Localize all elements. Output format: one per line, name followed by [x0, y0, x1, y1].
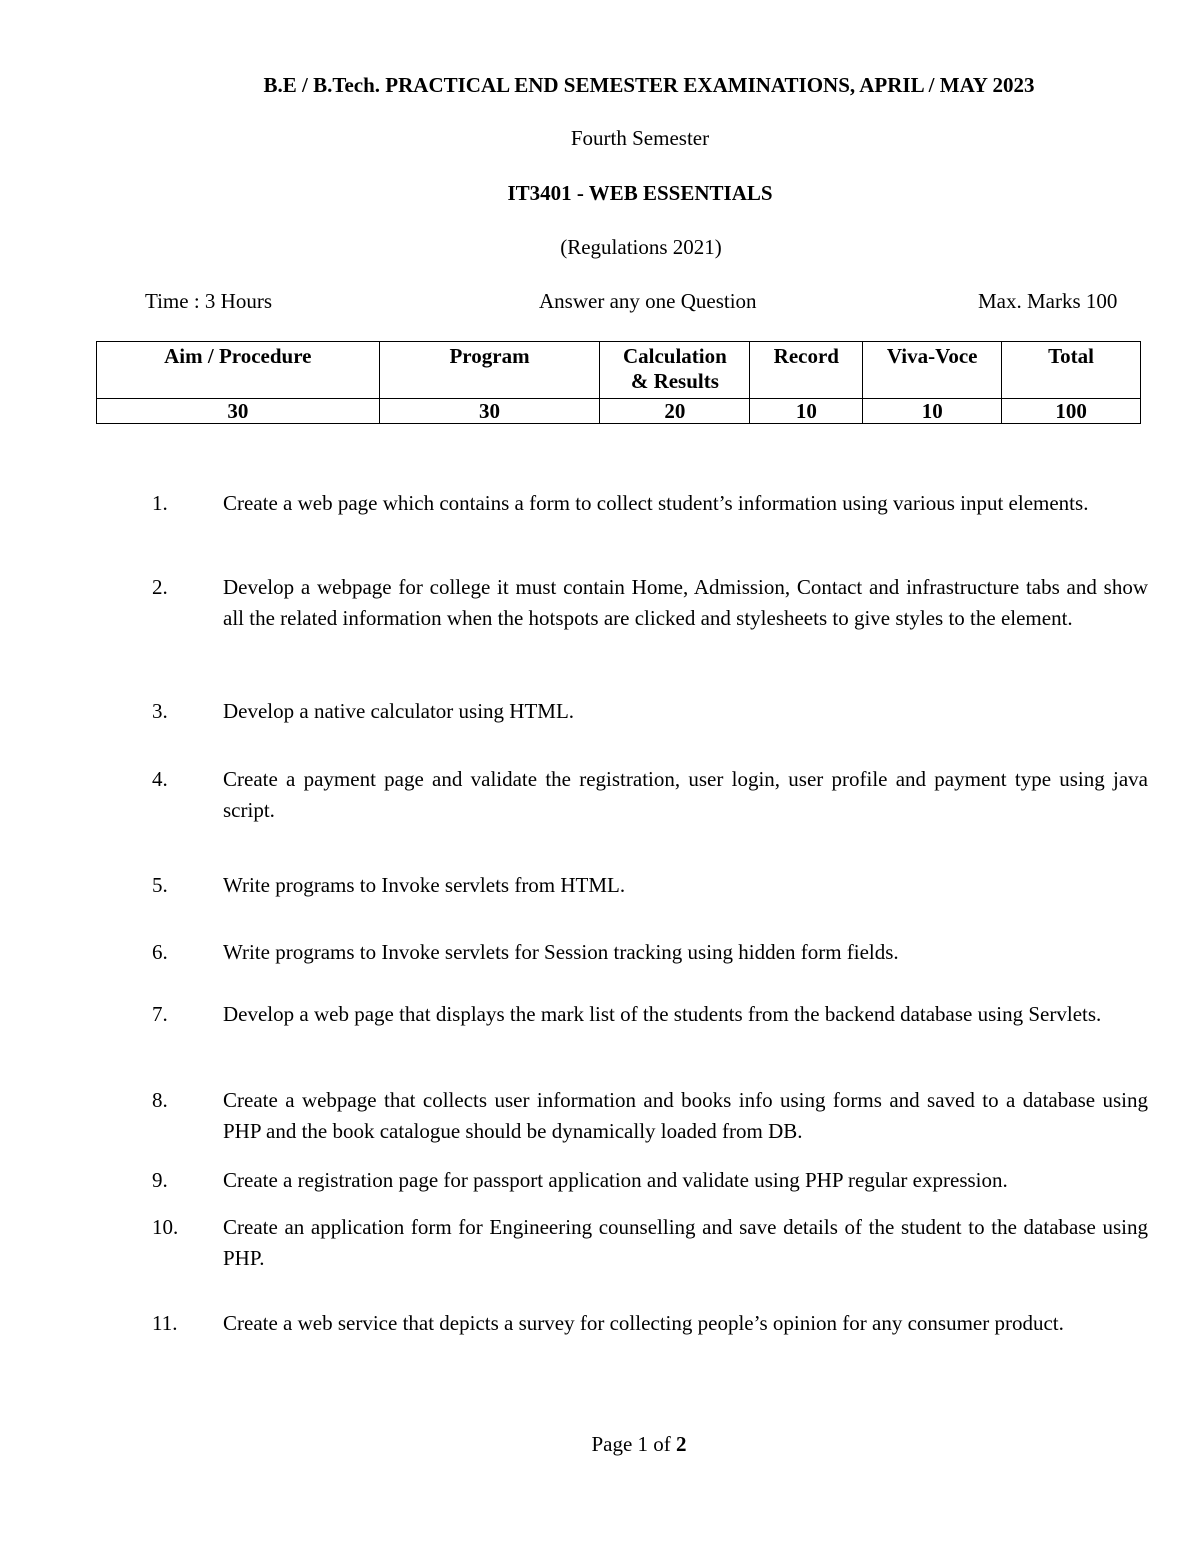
page-number-prefix: Page 1 of	[591, 1432, 677, 1456]
semester-label: Fourth Semester	[570, 126, 710, 150]
question-number: 9.	[152, 1168, 168, 1192]
course-title: IT3401 - WEB ESSENTIALS	[507, 181, 773, 205]
value-record: 10	[750, 399, 863, 424]
value-total: 100	[1002, 399, 1141, 424]
regulations-label: (Regulations 2021)	[560, 235, 722, 259]
table-header-row	[97, 342, 1141, 399]
question-text: Create a payment page and validate the registration, user login, user profile and payment type using java script.	[223, 767, 1148, 822]
value-calculation-results: 20	[600, 399, 750, 424]
max-marks: Max. Marks 100	[978, 289, 1118, 313]
question-number: 8.	[152, 1088, 168, 1112]
header-total: Total	[1002, 342, 1141, 399]
question-text: Create a web service that depicts a survey for collecting people’s opinion for any consumer product.	[223, 1311, 1064, 1335]
table-row	[97, 399, 1141, 424]
question-text: Create a webpage that collects user information and books info using forms and saved to a database using PHP and the book catalogue should be dynamically loaded from DB.	[223, 1088, 1148, 1143]
exam-duration: Time : 3 Hours	[145, 289, 272, 313]
question-text: Create a registration page for passport application and validate using PHP regular expression.	[223, 1168, 1008, 1192]
header-record: Record	[750, 342, 863, 399]
question-number: 7.	[152, 1002, 168, 1026]
header-aim-procedure: Aim / Procedure	[97, 342, 380, 399]
page-total: 2	[676, 1432, 687, 1456]
question-number: 6.	[152, 940, 168, 964]
value-viva-voce: 10	[863, 399, 1002, 424]
question-text: Write programs to Invoke servlets for Session tracking using hidden form fields.	[223, 940, 899, 964]
question-text: Write programs to Invoke servlets from HTML.	[223, 873, 626, 897]
question-number: 5.	[152, 873, 168, 897]
question-text: Develop a native calculator using HTML.	[223, 699, 575, 723]
question-number: 3.	[152, 699, 168, 723]
header-viva-voce: Viva-Voce	[863, 342, 1002, 399]
question-text: Develop a webpage for college it must contain Home, Admission, Contact and infrastructure tabs and show all the related information when the hotspots are clicked and stylesheets to give styles to the element.	[223, 575, 1148, 630]
question-number: 4.	[152, 767, 168, 791]
question-number: 1.	[152, 491, 168, 515]
exam-instruction: Answer any one Question	[539, 289, 757, 313]
value-aim-procedure: 30	[97, 399, 380, 424]
header-calculation-results: Calculation & Results	[600, 342, 750, 399]
question-number: 10.	[152, 1215, 179, 1239]
question-number: 11.	[152, 1311, 178, 1335]
question-text: Create a web page which contains a form to collect student’s information using various input elements.	[223, 491, 1089, 515]
question-number: 2.	[152, 575, 168, 599]
header-program: Program	[379, 342, 600, 399]
exam-title: B.E / B.Tech. PRACTICAL END SEMESTER EXAMINATIONS, APRIL / MAY 2023	[263, 73, 1035, 97]
page-footer	[0, 1431, 1200, 1457]
question-text: Develop a web page that displays the mark list of the students from the backend database using Servlets.	[223, 1002, 1102, 1026]
value-program: 30	[379, 399, 600, 424]
marks-distribution-table	[96, 341, 1141, 424]
question-text: Create an application form for Engineering counselling and save details of the student to the database using PHP.	[223, 1215, 1148, 1270]
